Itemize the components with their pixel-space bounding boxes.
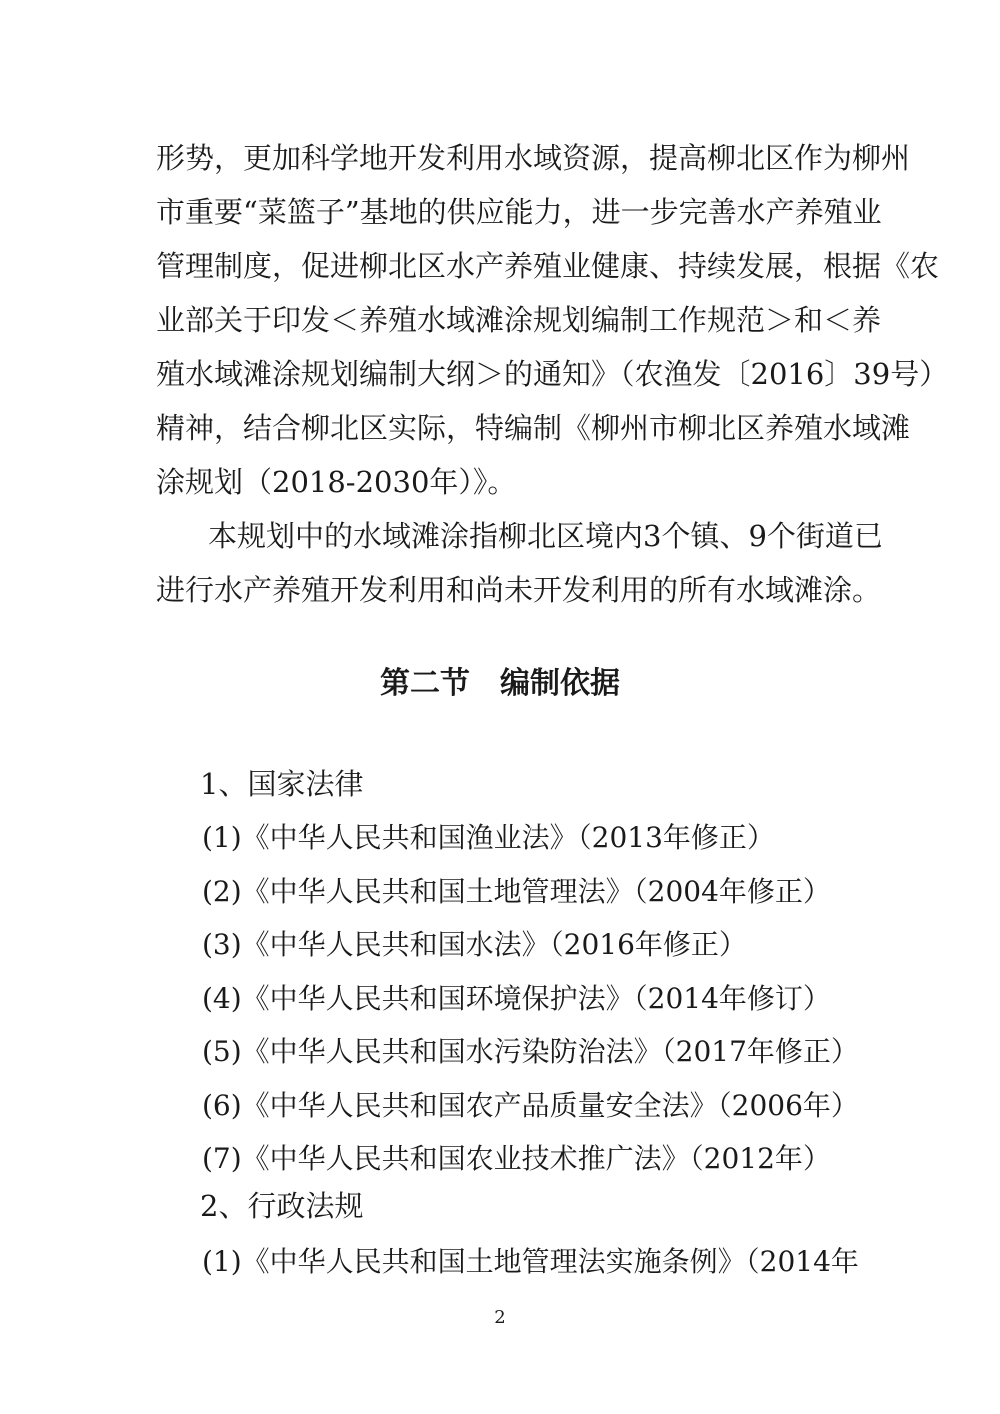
paragraph-line: 精神，结合柳北区实际，特编制《柳州市柳北区养殖水域滩 xyxy=(156,411,911,445)
law-list-item: (2)《中华人民共和国土地管理法》（2004年修正） xyxy=(202,875,831,908)
paragraph-line: 业部关于印发＜养殖水域滩涂规划编制工作规范＞和＜养 xyxy=(156,303,882,337)
subsection-heading-national-laws: 1、国家法律 xyxy=(200,767,364,801)
law-list-item: (3)《中华人民共和国水法》（2016年修正） xyxy=(202,928,747,961)
regulation-list-item: (1)《中华人民共和国土地管理法实施条例》（2014年 xyxy=(202,1245,859,1278)
paragraph-line: 市重要“菜篮子”基地的供应能力，进一步完善水产养殖业 xyxy=(156,195,882,229)
paragraph-line: 殖水域滩涂规划编制大纲＞的通知》（农渔发〔2016〕39号） xyxy=(156,357,949,391)
law-list-item: (1)《中华人民共和国渔业法》（2013年修正） xyxy=(202,821,775,854)
paragraph-line: 管理制度，促进柳北区水产养殖业健康、持续发展，根据《农 xyxy=(156,249,940,283)
law-list-item: (6)《中华人民共和国农产品质量安全法》（2006年） xyxy=(202,1089,859,1122)
law-list-item: (7)《中华人民共和国农业技术推广法》（2012年） xyxy=(202,1142,831,1175)
paragraph-line: 涂规划（2018-2030年）》。 xyxy=(156,465,517,499)
paragraph-line: 本规划中的水域滩涂指柳北区境内3个镇、9个街道已 xyxy=(208,519,883,553)
paragraph-line: 进行水产养殖开发利用和尚未开发利用的所有水域滩涂。 xyxy=(156,573,882,607)
paragraph-line: 形势，更加科学地开发利用水域资源，提高柳北区作为柳州 xyxy=(156,141,911,175)
law-list-item: (5)《中华人民共和国水污染防治法》（2017年修正） xyxy=(202,1035,859,1068)
section-title: 第二节 编制依据 xyxy=(380,666,620,701)
law-list-item: (4)《中华人民共和国环境保护法》（2014年修订） xyxy=(202,982,831,1015)
page-number: 2 xyxy=(494,1307,506,1328)
subsection-heading-admin-regulations: 2、行政法规 xyxy=(200,1189,364,1223)
